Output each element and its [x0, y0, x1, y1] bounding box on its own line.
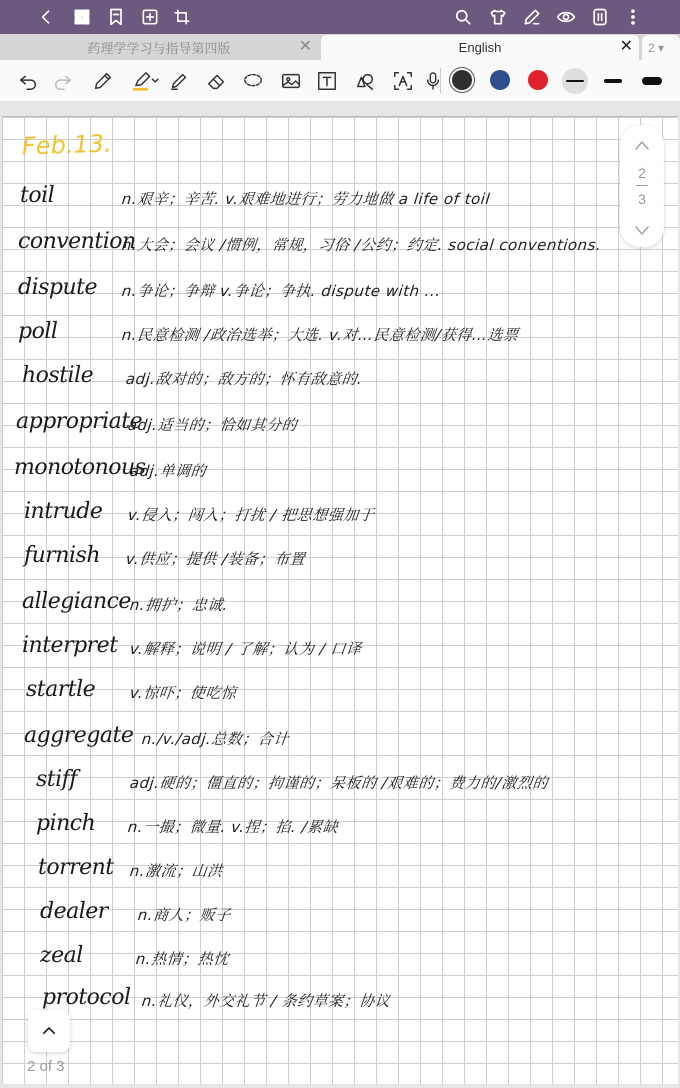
- vocab-entry: [16, 409, 299, 434]
- add-page-icon[interactable]: [138, 5, 162, 29]
- bookmark-icon[interactable]: [104, 5, 128, 29]
- tab-english[interactable]: [321, 35, 639, 60]
- vocab-word: dispute: [18, 275, 98, 300]
- tab-label: 药理学学习与指导第四版: [87, 41, 231, 56]
- vocab-word: monotonous: [14, 455, 146, 480]
- vocab-entry: [24, 723, 290, 748]
- vocab-definition: adj.单调的: [129, 462, 208, 480]
- vocab-definition: adj.适当的；恰如其分的: [127, 416, 299, 434]
- vocab-definition: n.艰辛；辛苦. v.艰难地进行；劳力地做 a life of toil: [121, 190, 492, 208]
- vocab-word: allegiance: [22, 589, 131, 614]
- tab-count: 2 ▾: [648, 40, 665, 55]
- back-icon[interactable]: [34, 5, 58, 29]
- highlighter-icon[interactable]: [128, 68, 164, 94]
- undo-icon[interactable]: [15, 68, 41, 94]
- tab-pharmacology[interactable]: [0, 35, 318, 60]
- tab-strip: [0, 34, 680, 60]
- color-red[interactable]: [528, 70, 548, 90]
- pen-icon[interactable]: [90, 68, 116, 94]
- document-icon[interactable]: [588, 5, 612, 29]
- vocab-definition: v.惊吓；使吃惊: [129, 684, 238, 702]
- crop-icon[interactable]: [170, 5, 194, 29]
- tab-overflow-dropdown[interactable]: [642, 35, 680, 60]
- vocab-definition: n.拥护；忠诚.: [129, 596, 229, 614]
- vocab-word: stiff: [36, 767, 77, 792]
- vocab-definition: n.礼仪，外交礼节 / 条约草案；协议: [141, 992, 392, 1010]
- notebook-page[interactable]: [2, 116, 678, 1084]
- current-page-number: 2: [638, 165, 646, 181]
- vocab-definition: n.争论；争辩 v.争论；争执. dispute with ...: [121, 282, 442, 300]
- vocab-definition: n.商人；贩子: [137, 906, 232, 924]
- vocab-word: convention: [18, 229, 136, 254]
- vocab-entry: [26, 677, 238, 702]
- text-recognition-icon[interactable]: [390, 68, 416, 94]
- vocab-entry: [40, 899, 232, 924]
- color-black-selected[interactable]: [452, 70, 472, 90]
- vocab-word: intrude: [24, 499, 103, 524]
- vocab-entry: [18, 229, 603, 254]
- vocab-entry: [22, 633, 363, 658]
- close-icon[interactable]: ✕: [619, 38, 633, 55]
- vocab-word: zeal: [40, 943, 83, 968]
- vocab-definition: n.激流；山洪: [129, 862, 224, 880]
- chevron-down-icon[interactable]: [632, 223, 652, 239]
- vocab-word: aggregate: [24, 723, 134, 748]
- shirt-icon[interactable]: [486, 5, 510, 29]
- vocab-definition: n.民意检测 /政治选举；大选. v.对…民意检测/获得…选票: [121, 326, 520, 344]
- redo-icon[interactable]: [50, 68, 76, 94]
- vocab-entry: [18, 319, 520, 344]
- vocab-definition: n.热情；热忱: [135, 950, 230, 968]
- lasso-icon[interactable]: [240, 68, 266, 94]
- vocab-word: hostile: [22, 363, 94, 388]
- vocab-definition: adj.硬的；僵直的；拘谨的；呆板的 /艰难的；费力的/激烈的: [129, 774, 549, 792]
- pen-edit-icon[interactable]: [520, 5, 544, 29]
- app-bar: [0, 0, 680, 34]
- vocab-entry: [22, 363, 364, 388]
- vocab-word: toil: [20, 183, 55, 208]
- vocab-definition: n.大会；会议 /惯例，常规，习俗 /公约；约定. social conventions.: [121, 236, 603, 254]
- eraser-icon[interactable]: [204, 68, 230, 94]
- chevron-up-icon[interactable]: [632, 137, 652, 153]
- vocab-entry: [22, 589, 229, 614]
- vocab-entry: [20, 183, 492, 208]
- tab-label: English: [458, 40, 502, 55]
- vocab-definition: n./v./adj.总数；合计: [141, 730, 290, 748]
- vocab-entry: [24, 543, 307, 568]
- note-date: Feb.13.: [21, 129, 113, 161]
- stroke-thin[interactable]: [566, 80, 584, 82]
- vocab-entry: [24, 499, 376, 524]
- vocab-entry: [38, 855, 224, 880]
- vocab-entry: [36, 767, 549, 792]
- scroll-up-button[interactable]: [28, 1010, 70, 1052]
- toolbar-divider: [440, 68, 441, 94]
- image-icon[interactable]: [278, 68, 304, 94]
- page-navigator: [620, 125, 664, 247]
- more-vertical-icon[interactable]: [621, 5, 645, 29]
- vocab-entry: [18, 275, 442, 300]
- vocab-word: poll: [18, 319, 58, 344]
- search-icon[interactable]: [451, 5, 475, 29]
- vocab-definition: v.侵入；闯入；打扰 / 把思想强加于: [127, 506, 376, 524]
- vocab-word: pinch: [36, 811, 96, 836]
- vocab-definition: adj.敌对的；敌方的；怀有敌意的.: [125, 370, 364, 388]
- vocab-definition: v.解释；说明 / 了解；认为 / 口译: [129, 640, 363, 658]
- drawing-toolbar: [0, 60, 680, 102]
- vocab-definition: n.一撮；微量. v.捏；掐. /累缺: [127, 818, 340, 836]
- vocab-word: protocol: [42, 985, 131, 1010]
- stroke-medium[interactable]: [604, 79, 622, 83]
- stroke-thick[interactable]: [642, 77, 662, 85]
- color-blue[interactable]: [490, 70, 510, 90]
- vocab-word: startle: [26, 677, 96, 702]
- vocab-word: torrent: [38, 855, 114, 880]
- grid-icon[interactable]: [70, 5, 94, 29]
- text-icon[interactable]: [314, 68, 340, 94]
- vocab-word: dealer: [40, 899, 108, 924]
- chevron-up-icon: [40, 1022, 58, 1040]
- marker-icon[interactable]: [166, 68, 192, 94]
- vocab-word: appropriate: [16, 409, 143, 434]
- vocab-entry: [40, 943, 230, 968]
- vocab-entry: [42, 985, 392, 1010]
- eye-icon[interactable]: [554, 5, 578, 29]
- vocab-definition: v.供应；提供 /装备；布置: [125, 550, 307, 568]
- vocab-word: furnish: [24, 543, 100, 568]
- total-page-number: 3: [638, 191, 646, 207]
- vocab-entry: [36, 811, 340, 836]
- page-fraction-divider: [636, 185, 648, 186]
- vocab-entry: [14, 455, 208, 480]
- close-icon[interactable]: ✕: [298, 38, 312, 55]
- page-count-label: 2 of 3: [27, 1058, 65, 1075]
- vocab-word: interpret: [22, 633, 118, 658]
- shapes-icon[interactable]: [352, 68, 378, 94]
